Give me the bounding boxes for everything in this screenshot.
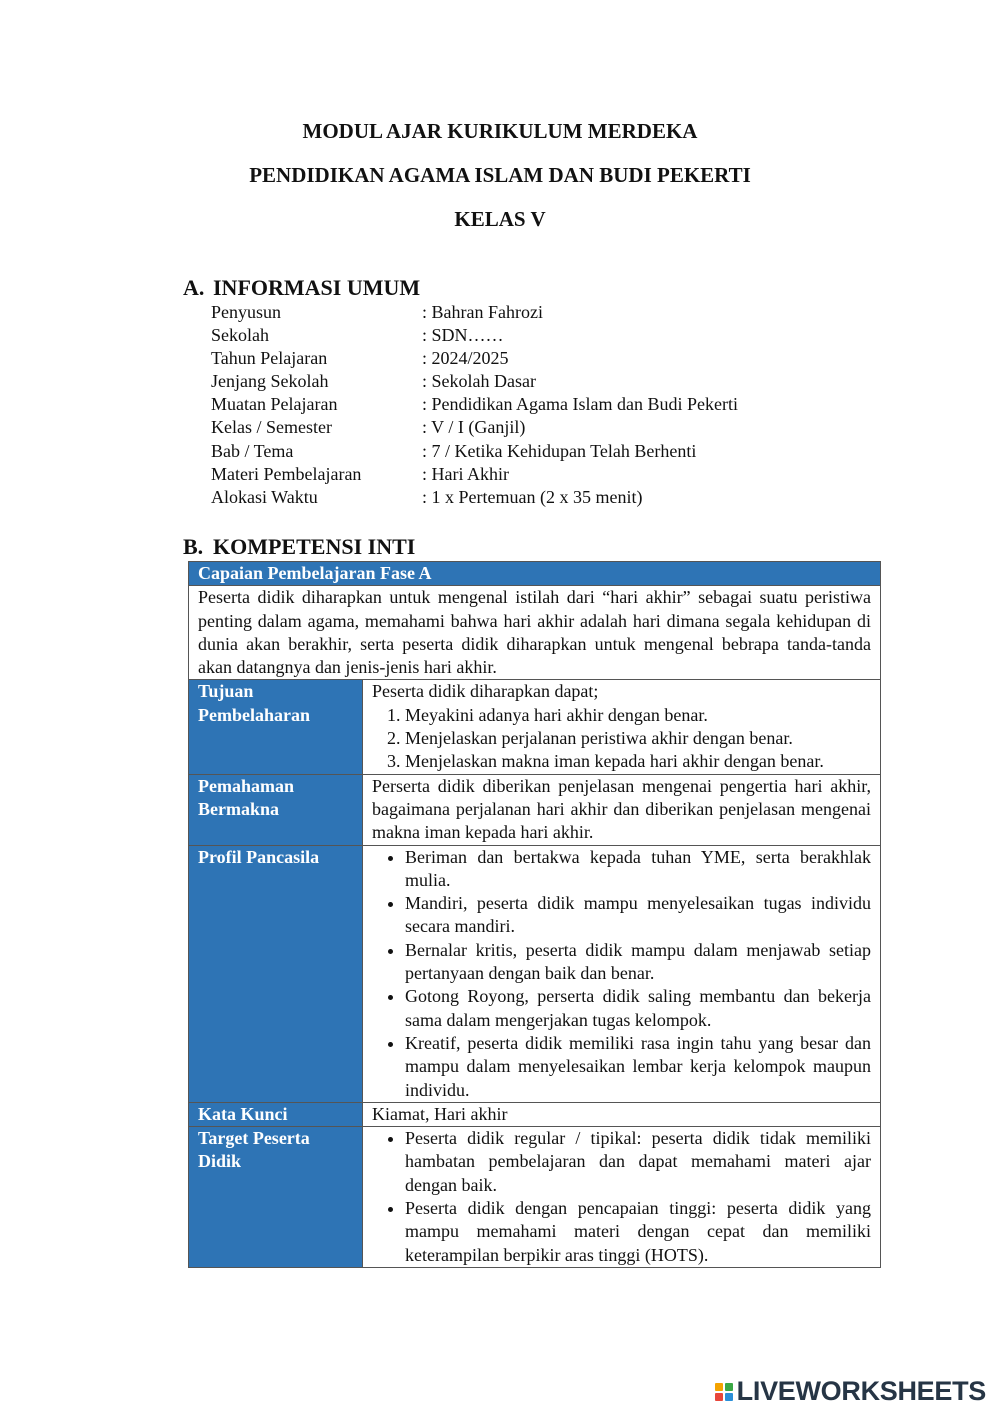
pemahaman-text: Perserta didik diberikan penjelasan mengenai pengertia hari akhir, bagaimana perjalanan hari akhir dan diberikan penjelasan mengenai makna iman kepada hari akhir. (363, 774, 881, 845)
document-title (0, 121, 1000, 253)
competency-table (188, 561, 881, 1268)
profil-item: • Gotong Royong, perserta didik saling membantu dan bekerja sama dalam mengerjakan tugas kelompok. (405, 985, 871, 1032)
section-a-letter: A. (183, 275, 205, 300)
info-value: : 7 / Ketika Kehidupan Telah Berhenti (422, 440, 697, 461)
info-row (211, 301, 738, 324)
info-label: Materi Pembelajaran (211, 463, 362, 484)
info-label: Kelas / Semester (211, 417, 332, 438)
info-row (211, 416, 738, 439)
info-row (211, 440, 738, 463)
liveworksheets-logo-icon (715, 1383, 733, 1401)
kata-kunci-row (189, 1102, 881, 1126)
tujuan-list (372, 704, 871, 774)
capaian-text-row (189, 586, 881, 680)
target-row (189, 1127, 881, 1268)
tujuan-item: 1. Meyakini adanya hari akhir dengan benar. (405, 704, 871, 727)
watermark-text: LIVEWORKSHEETS (736, 1376, 986, 1406)
info-value: : Bahran Fahrozi (422, 302, 543, 322)
info-row (211, 486, 738, 509)
section-a-title: INFORMASI UMUM (213, 275, 421, 300)
section-b-heading (183, 535, 415, 559)
general-info-list (211, 301, 738, 509)
profil-label: Profil Pancasila (189, 845, 363, 1102)
info-value: : SDN…… (422, 325, 504, 346)
info-label: Muatan Pelajaran (211, 394, 338, 415)
title-line-2: PENDIDIKAN AGAMA ISLAM DAN BUDI PEKERTI (249, 163, 751, 187)
pemahaman-row (189, 774, 881, 845)
info-row (211, 463, 738, 486)
tujuan-item: 3. Menjelaskan makna iman kepada hari akhir dengan benar. (405, 750, 871, 773)
info-label: Penyusun (211, 302, 282, 322)
profil-item: • Mandiri, peserta didik mampu menyelesaikan tugas individu secara mandiri. (405, 892, 871, 939)
profil-content (363, 845, 881, 1102)
section-b-letter: B. (183, 534, 204, 559)
info-value: : 1 x Pertemuan (2 x 35 menit) (422, 486, 643, 507)
profil-item: • Beriman dan bertakwa kepada tuhan YME, serta berakhlak mulia. (405, 846, 871, 893)
info-label: Sekolah (211, 325, 269, 346)
tujuan-intro: Peserta didik diharapkan dapat; (372, 681, 599, 702)
info-label: Bab / Tema (211, 440, 294, 461)
tujuan-item: 2. Menjelaskan perjalanan peristiwa akhir dengan benar. (405, 727, 871, 750)
kata-kunci-label: Kata Kunci (189, 1102, 363, 1126)
info-value: : Sekolah Dasar (422, 371, 536, 392)
info-row (211, 324, 738, 347)
info-row (211, 393, 738, 416)
info-label: Jenjang Sekolah (211, 371, 329, 392)
profil-list (372, 846, 871, 1102)
tujuan-row (189, 680, 881, 774)
tujuan-label: Tujuan Pembelaharan (189, 680, 363, 774)
info-row (211, 370, 738, 393)
info-value: : Pendidikan Agama Islam dan Budi Pekerti (422, 394, 738, 415)
profil-item: • Kreatif, peserta didik memiliki rasa ingin tahu yang besar dan mampu dalam menyelesaikan lembar kerja kelompok maupun individu. (405, 1032, 871, 1102)
title-line-1: MODUL AJAR KURIKULUM MERDEKA (302, 119, 698, 143)
capaian-text-cell: Peserta didik diharapkan untuk mengenal istilah dari “hari akhir” sebagai suatu peristiwa penting dalam agama, memahami bahwa hari akhir adalah hari dimana segala kehidupan di dunia akan berakhir, serta peserta didik diharapkan untuk mengenal bebrapa tanda-tanda akan datangnya dan jenis-jenis hari akhir. (189, 586, 881, 680)
info-label: Alokasi Waktu (211, 486, 318, 507)
title-line-3: KELAS V (454, 207, 546, 231)
profil-item: • Bernalar kritis, peserta didik mampu dalam menjawab setiap pertanyaan dengan baik dan benar. (405, 939, 871, 986)
target-content (363, 1127, 881, 1268)
info-value: : Hari Akhir (422, 463, 509, 484)
info-value: : V / I (Ganjil) (422, 417, 526, 438)
capaian-header-row (189, 562, 881, 586)
info-value: : 2024/2025 (422, 348, 509, 369)
watermark-logo (715, 1376, 986, 1407)
info-row (211, 347, 738, 370)
target-item: • Peserta didik regular / tipikal: peserta didik tidak memiliki hambatan pembelajaran dan dapat memahami materi ajar dengan baik. (405, 1127, 871, 1197)
section-a-heading (183, 276, 420, 300)
capaian-header-cell: Capaian Pembelajaran Fase A (189, 562, 881, 586)
target-item: • Peserta didik dengan pencapaian tinggi: peserta didik yang mampu memahami materi dengan cepat dan memiliki keterampilan berpikir aras tinggi (HOTS). (405, 1197, 871, 1267)
info-label: Tahun Pelajaran (211, 348, 328, 369)
target-list (372, 1127, 871, 1267)
profil-row (189, 845, 881, 1102)
target-label: Target Peserta Didik (189, 1127, 363, 1268)
kata-kunci-value: Kiamat, Hari akhir (363, 1102, 881, 1126)
tujuan-content (363, 680, 881, 774)
section-b-title: KOMPETENSI INTI (213, 534, 416, 559)
pemahaman-label: Pemahaman Bermakna (189, 774, 363, 845)
